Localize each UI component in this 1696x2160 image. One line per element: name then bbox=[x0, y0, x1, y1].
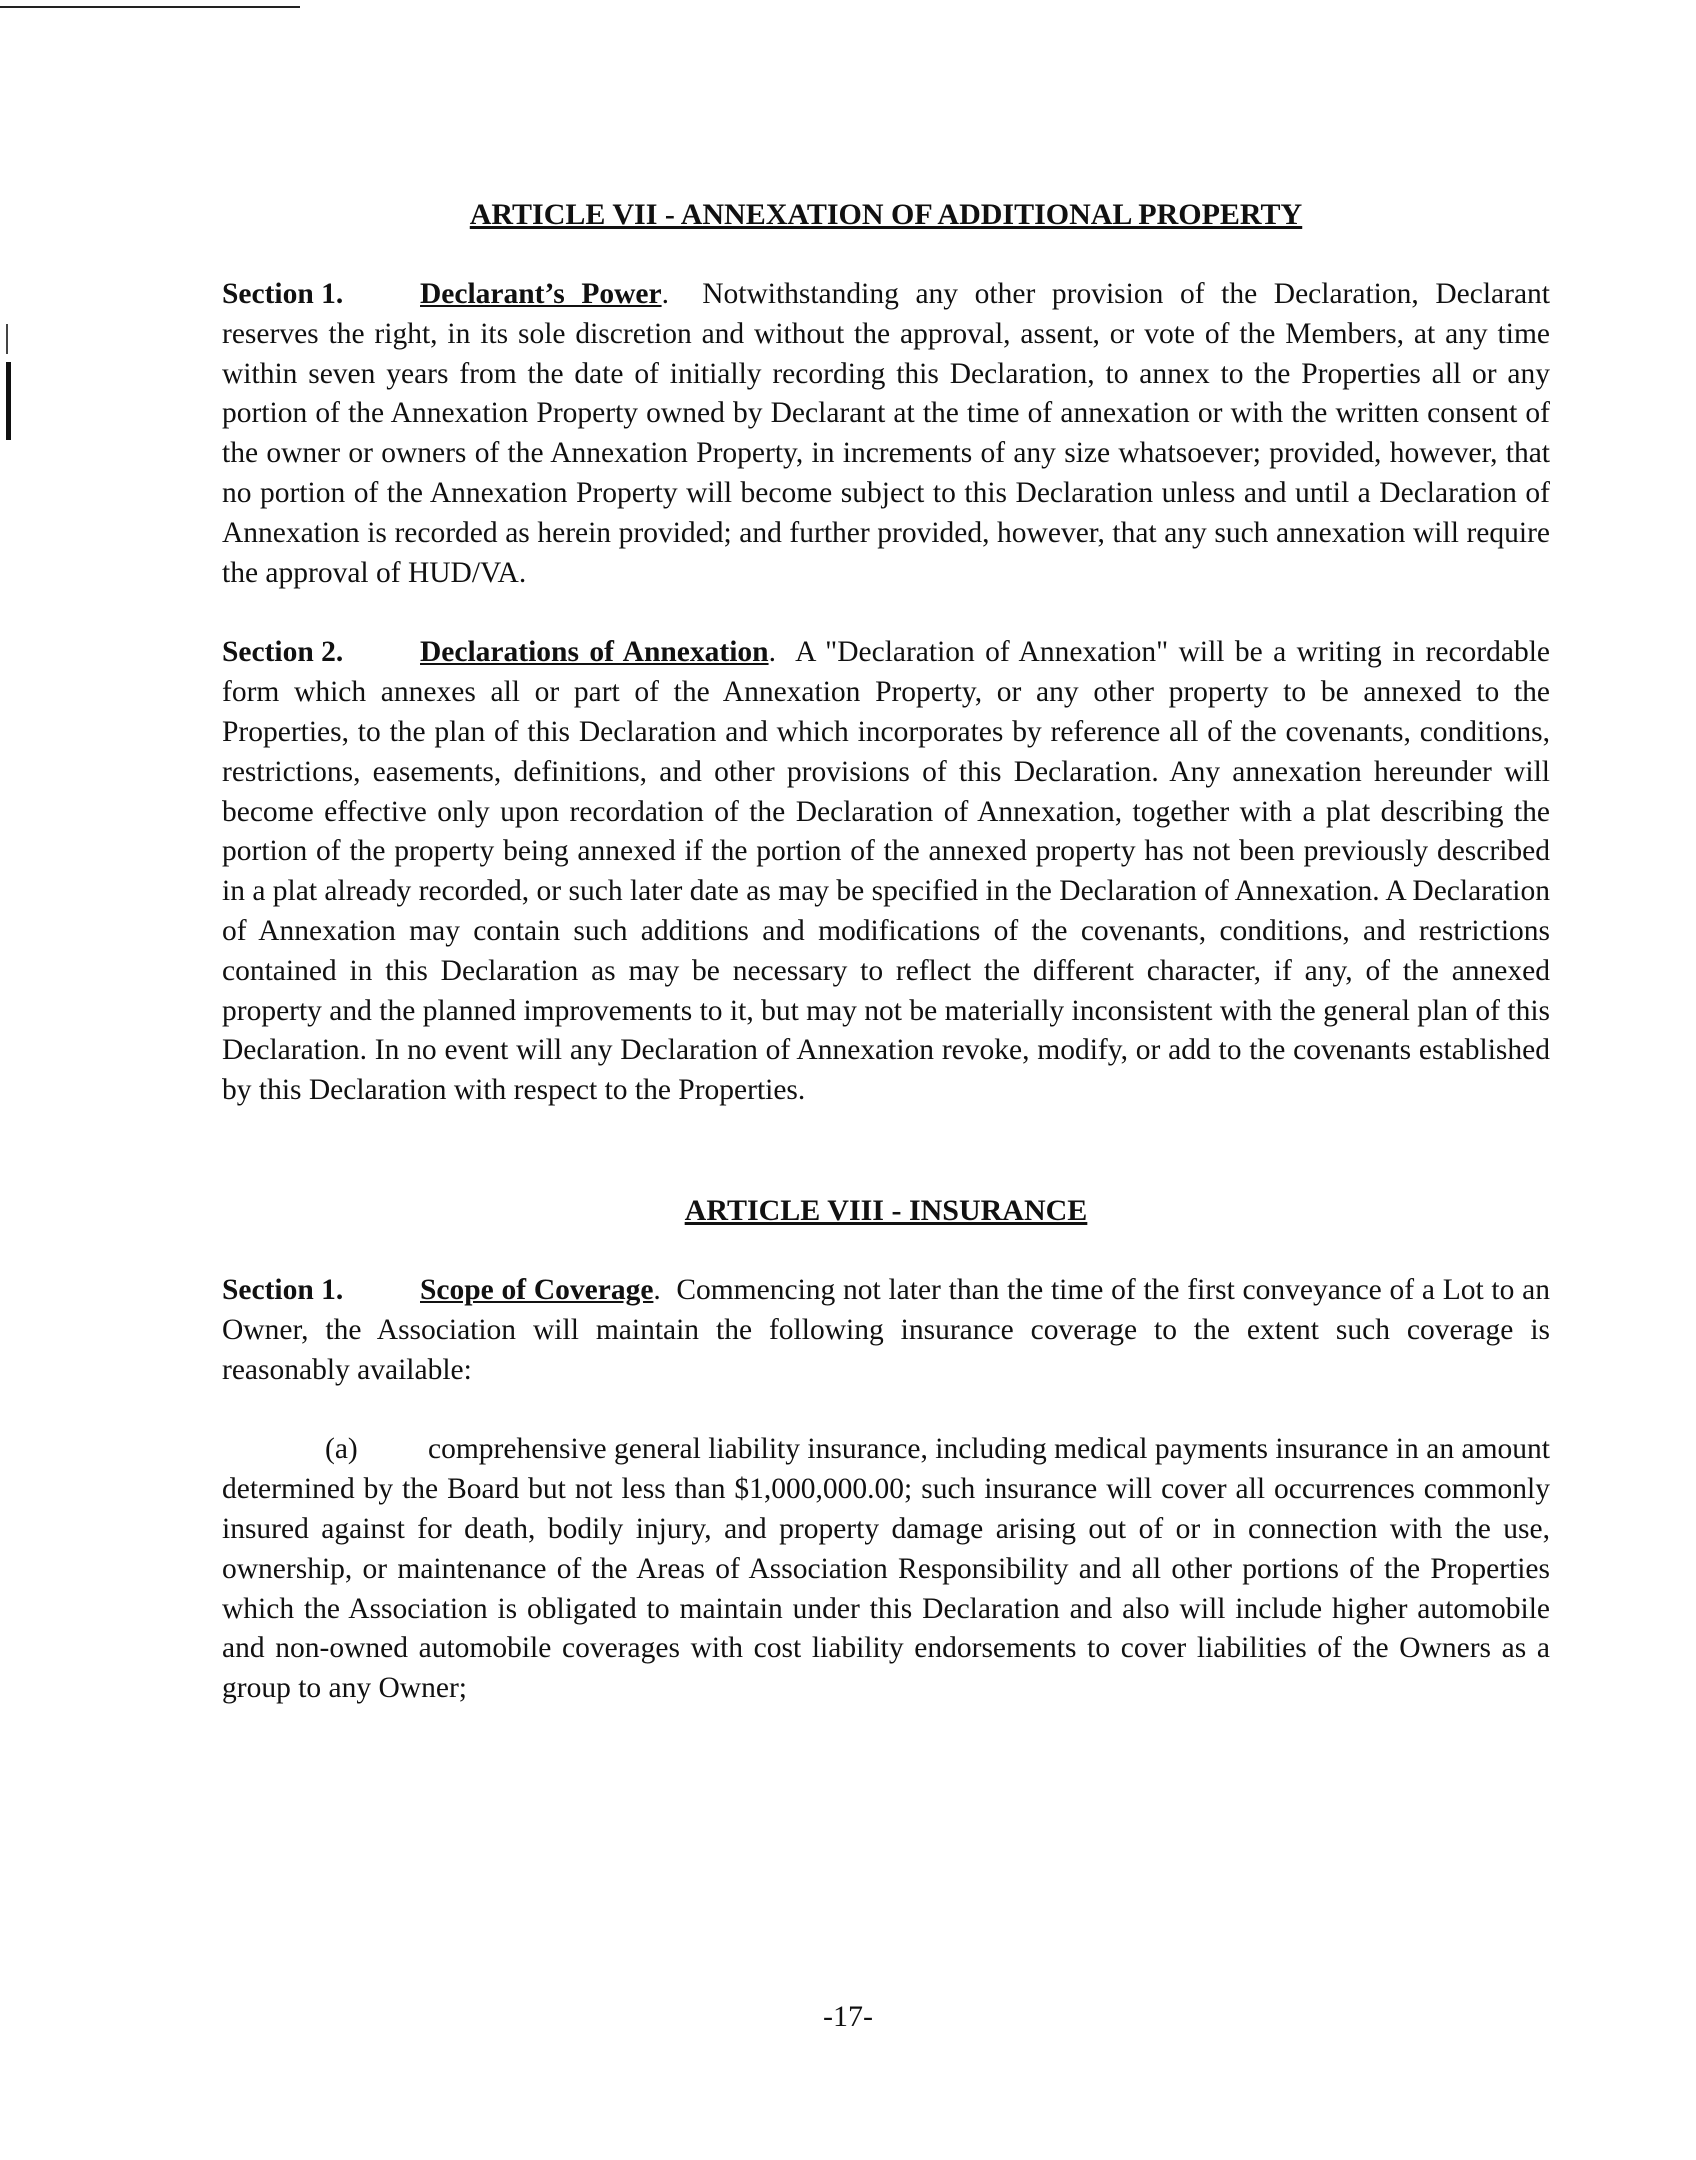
article-8-section-1: Section 1. Scope of Coverage. Commencing not later than the time of the first conveyance of a Lot to an Owner, the Association will maintain the following insurance coverage to the extent such coverage is reasonably available: bbox=[222, 1271, 1550, 1390]
section-label: Section 1. bbox=[222, 1273, 344, 1306]
document-body bbox=[222, 195, 1550, 1709]
article-7-title: ARTICLE VII - ANNEXATION OF ADDITIONAL PROPERTY bbox=[469, 198, 1303, 231]
section-heading: Declarant’s Power bbox=[420, 278, 662, 310]
article-8-item-a bbox=[222, 1430, 1550, 1709]
scan-margin-mark bbox=[6, 324, 8, 354]
item-label: (a) bbox=[325, 1433, 358, 1466]
section-text: A "Declaration of Annexation" will be a writing in recordable form which annexes all or part of the Annexation Property, or any other property to be annexed to the Properties, to the plan of this Declaration and which incorporates by reference all of the covenants, conditions, restrictions, easements, definitions, and other provisions of this Declaration. Any annexation hereunder will become effective only upon recordation of the Declaration of Annexation, together with a plat describing the portion of the property being annexed if the portion of the annexed property has not been previously described in a plat already recorded, or such later date as may be specified in the Declaration of Annexation. A Declaration of Annexation may contain such additions and modifications of the covenants, conditions, and restrictions contained in this Declaration as may be necessary to reflect the different character, if any, of the annexed property and the planned improvements to it, but may not be materially inconsistent with the general plan of this Declaration. In no event will any Declaration of Annexation revoke, modify, or add to the covenants established by this Declaration with respect to the Properties. bbox=[222, 636, 1551, 1107]
section-text: Commencing not later than the time of the first conveyance of a Lot to an Owner, the Association will maintain the following insurance coverage to the extent such coverage is reasonably available: bbox=[222, 1273, 1550, 1386]
item-text: comprehensive general liability insurance, including medical payments insurance in an amount determined by the Board but not less than $1,000,000.00; such insurance will cover all occurrences commonly insured against for death, bodily injury, and property damage arising out of or in connection with the use, ownership, or maintenance of the Areas of Association Responsibility and all other portions of the Properties which the Association is obligated to maintain under this Declaration and also will include higher automobile and non-owned automobile coverages with cost liability endorsements to cover liabilities of the Owners as a group to any Owner; bbox=[222, 1433, 1550, 1705]
page-number: -17- bbox=[823, 2000, 873, 2033]
scan-margin-bar bbox=[6, 362, 11, 440]
article-8-title: ARTICLE VIII - INSURANCE bbox=[684, 1193, 1088, 1227]
section-heading: Declarations of Annexation bbox=[420, 636, 769, 669]
article-7-section-2: Section 2. Declarations of Annexation. A "Declaration of Annexation" will be a writing in recordable form which annexes all or part of the Annexation Property, or any other property to be annexed to the Properties, to the plan of this Declaration and which incorporates by reference all of the covenants, conditions, restrictions, easements, definitions, and other provisions of this Declaration. Any annexation hereunder will become effective only upon recordation of the Declaration of Annexation, together with a plat describing the portion of the property being annexed if the portion of the annexed property has not been previously described in a plat already recorded, or such later date as may be specified in the Declaration of Annexation. A Declaration of Annexation may contain such additions and modifications of the covenants, conditions, and restrictions contained in this Declaration as may be necessary to reflect the different character, if any, of the annexed property and the planned improvements to it, but may not be materially inconsistent with the general plan of this Declaration. In no event will any Declaration of Annexation revoke, modify, or add to the covenants established by this Declaration with respect to the Properties. bbox=[222, 633, 1550, 1111]
section-label: Section 2. bbox=[222, 636, 344, 669]
article-7-section-1: Section 1. Declarant’s Power. Notwithstanding any other provision of the Declaration, Declarant reserves the right, in its sole discretion and without the approval, assent, or vote of the Members, at any time within seven years from the date of initially recording this Declaration, to annex to the Properties all or any portion of the Annexation Property owned by Declarant at the time of annexation or with the written consent of the owner or owners of the Annexation Property, in increments of any size whatsoever; provided, however, that no portion of the Annexation Property will become subject to this Declaration unless and until a Declaration of Annexation is recorded as herein provided; and further provided, however, that any such annexation will require the approval of HUD/VA. bbox=[222, 275, 1550, 593]
section-text: Notwithstanding any other provision of the Declaration, Declarant reserves the right, in its sole discretion and without the approval, assent, or vote of the Members, at any time within seven years from the date of initially recording this Declaration, to annex to the Properties all or any portion of the Annexation Property owned by Declarant at the time of annexation or with the written consent of the owner or owners of the Annexation Property, in increments of any size whatsoever; provided, however, that no portion of the Annexation Property will become subject to this Declaration unless and until a Declaration of Annexation is recorded as herein provided; and further provided, however, that any such annexation will require the approval of HUD/VA. bbox=[222, 278, 1550, 589]
section-heading: Scope of Coverage bbox=[420, 1273, 654, 1306]
section-label: Section 1. bbox=[222, 278, 344, 310]
scan-top-rule bbox=[0, 6, 300, 8]
